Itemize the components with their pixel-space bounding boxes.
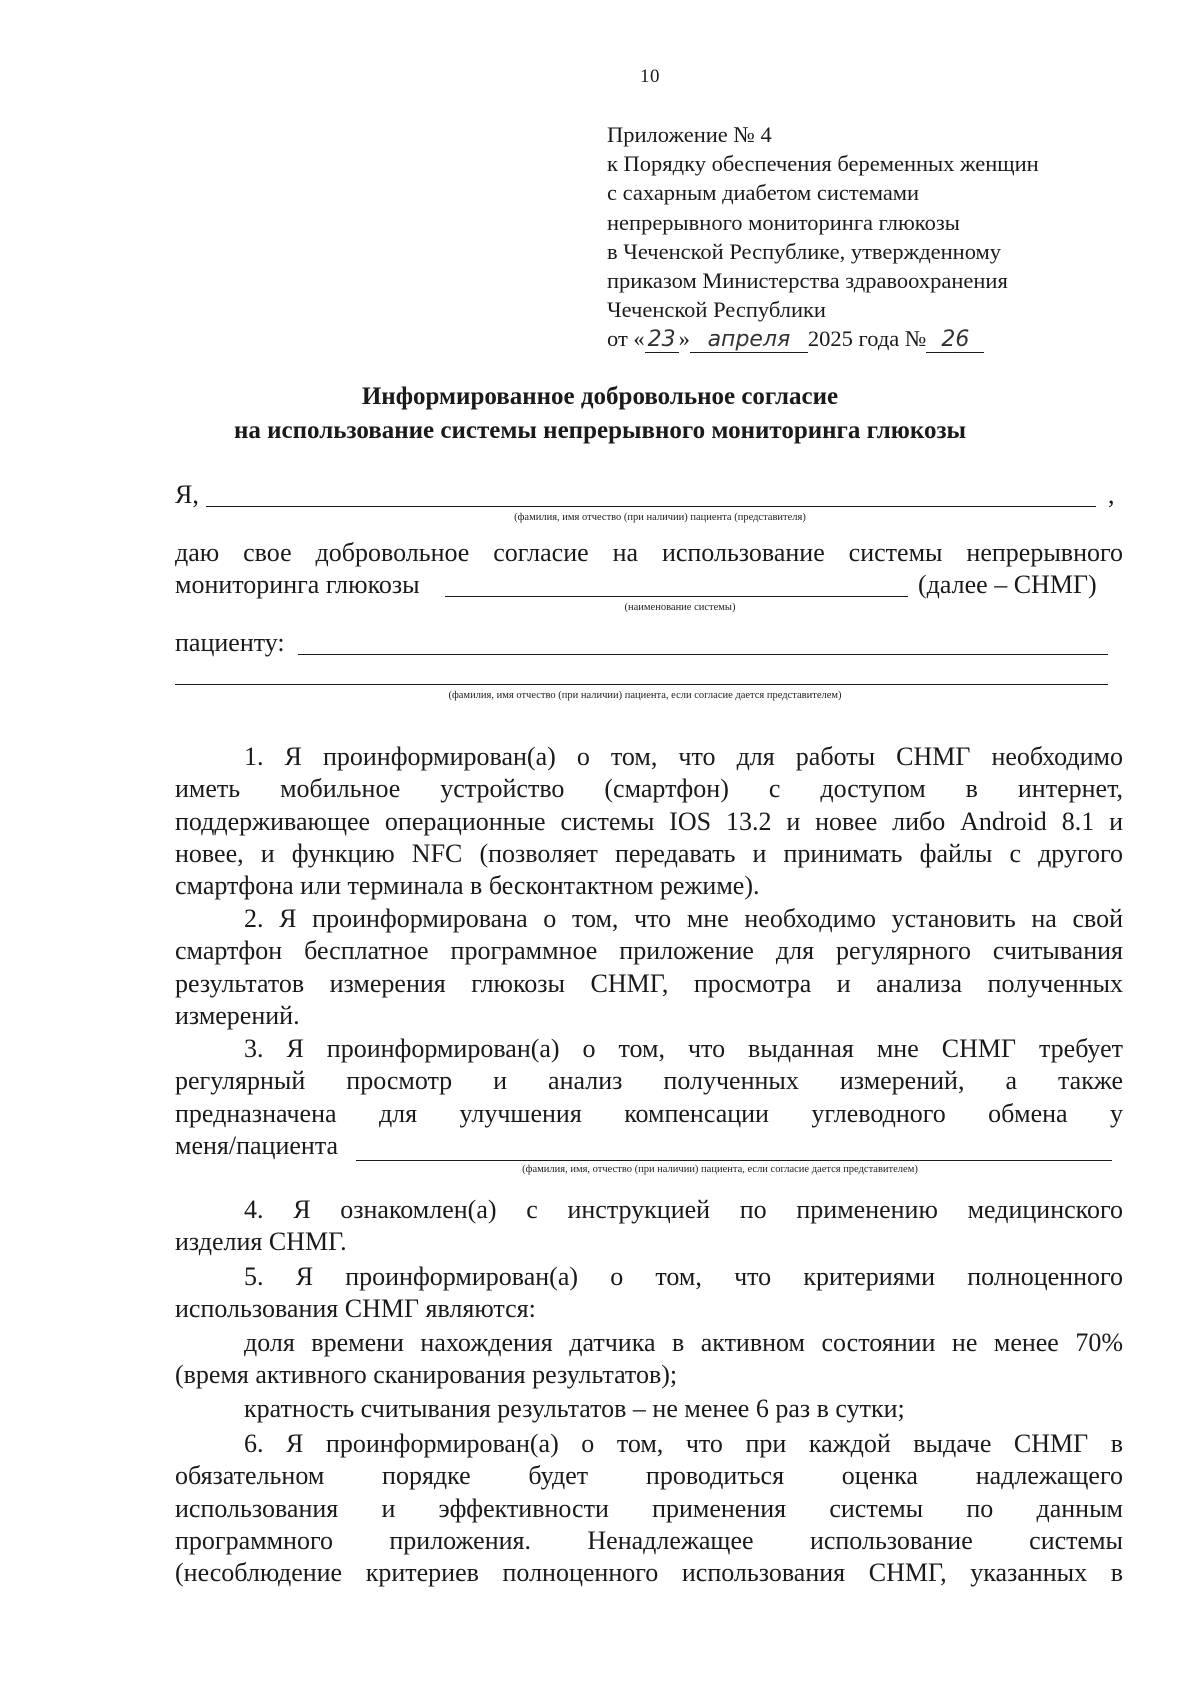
appendix-line: Чеченской Республики	[607, 297, 826, 323]
consent-line-2-suffix: (далее – СНМГ)	[918, 570, 1097, 599]
order-number-handwritten: 26	[926, 328, 984, 353]
patient-name-field-3[interactable]	[356, 1160, 1112, 1161]
document-title-line-1: Информированное добровольное согласие	[361, 383, 839, 410]
appendix-line: Приложение № 4	[607, 122, 772, 147]
document-title-line-2: на использование системы непрерывного мониторинга глюкозы	[233, 417, 967, 444]
order-month-handwritten: апреля	[690, 328, 808, 353]
order-day-handwritten: 23	[645, 328, 679, 353]
item-5-criterion-1: доля времени нахождения датчика в активном состоянии не менее 70% (время активного сканирования результатов);	[175, 1328, 1123, 1390]
appendix-line: приказом Министерства здравоохранения	[607, 268, 1008, 294]
patient-name-field-1[interactable]	[298, 654, 1108, 655]
item-5-criterion-2: кратность считывания результатов – не менее 6 раз в сутки;	[244, 1394, 905, 1423]
item-2: 2. Я проинформирована о том, что мне необходимо установить на свой смартфон бесплатное программное приложение для регулярного считывания результатов измерения глюкозы СНМГ, просмотра и анализа полученных измерений.	[175, 904, 1123, 1030]
appendix-header	[607, 120, 1127, 354]
order-date-line: от « 23 » апреля 2025 года № 26	[607, 324, 1127, 353]
appendix-line: к Порядку обеспечения беременных женщин	[607, 151, 1039, 177]
appendix-line: непрерывного мониторинга глюкозы	[607, 209, 960, 235]
i-comma: ,	[1108, 480, 1115, 509]
consent-line-2-prefix: мониторинга глюкозы	[175, 570, 420, 599]
patient-label: пациенту:	[175, 628, 285, 657]
appendix-line: в Чеченской Республике, утвержденному	[607, 238, 1002, 264]
system-name-field[interactable]	[445, 596, 908, 597]
patient-name-caption: (фамилия, имя отчество (при наличии) пациента, если согласие дается представителем)	[448, 690, 842, 701]
full-name-caption: (фамилия, имя отчество (при наличии) пациента (представителя)	[514, 512, 806, 523]
page-number: 10	[640, 66, 660, 87]
full-name-field[interactable]	[206, 506, 1096, 507]
item-4: 4. Я ознакомлен(а) с инструкцией по применению медицинского изделия СНМГ.	[175, 1195, 1123, 1257]
system-name-caption: (наименование системы)	[624, 602, 736, 613]
patient-name-field-2[interactable]	[175, 684, 1108, 685]
i-label: Я,	[175, 480, 199, 509]
item-6: 6. Я проинформирован(а) о том, что при каждой выдаче СНМГ в обязательном порядке будет проводиться оценка надлежащего использования и эффективности применения системы по данным программного приложения. Ненадлежащее использование системы (несоблюдение критериев полноценного использования СНМГ, указанных в	[175, 1429, 1123, 1588]
item-1: 1. Я проинформирован(а) о том, что для работы СНМГ необходимо иметь мобильное устройство (смартфон) с доступом в интернет, поддерживающее операционные системы IOS 13.2 и новее либо Android 8.1 и новее, и функцию NFC (позволяет передавать и принимать файлы с другого смартфона или терминала в бесконтактном режиме).	[175, 742, 1123, 901]
appendix-line: с сахарным диабетом системами	[607, 180, 920, 206]
item-3: 3. Я проинформирован(а) о том, что выданная мне СНМГ требует регулярный просмотр и анализ полученных измерений, а также предназначена для улучшения компенсации углеводного обмена у меня/пациента	[175, 1034, 1123, 1160]
patient-name-caption-2: (фамилия, имя, отчество (при наличии) пациента, если согласие дается представителем)	[522, 1164, 918, 1175]
consent-line-1: даю свое добровольное согласие на использование системы непрерывного	[175, 538, 1123, 567]
item-5: 5. Я проинформирован(а) о том, что критериями полноценного использования СНМГ являются:	[175, 1262, 1123, 1324]
